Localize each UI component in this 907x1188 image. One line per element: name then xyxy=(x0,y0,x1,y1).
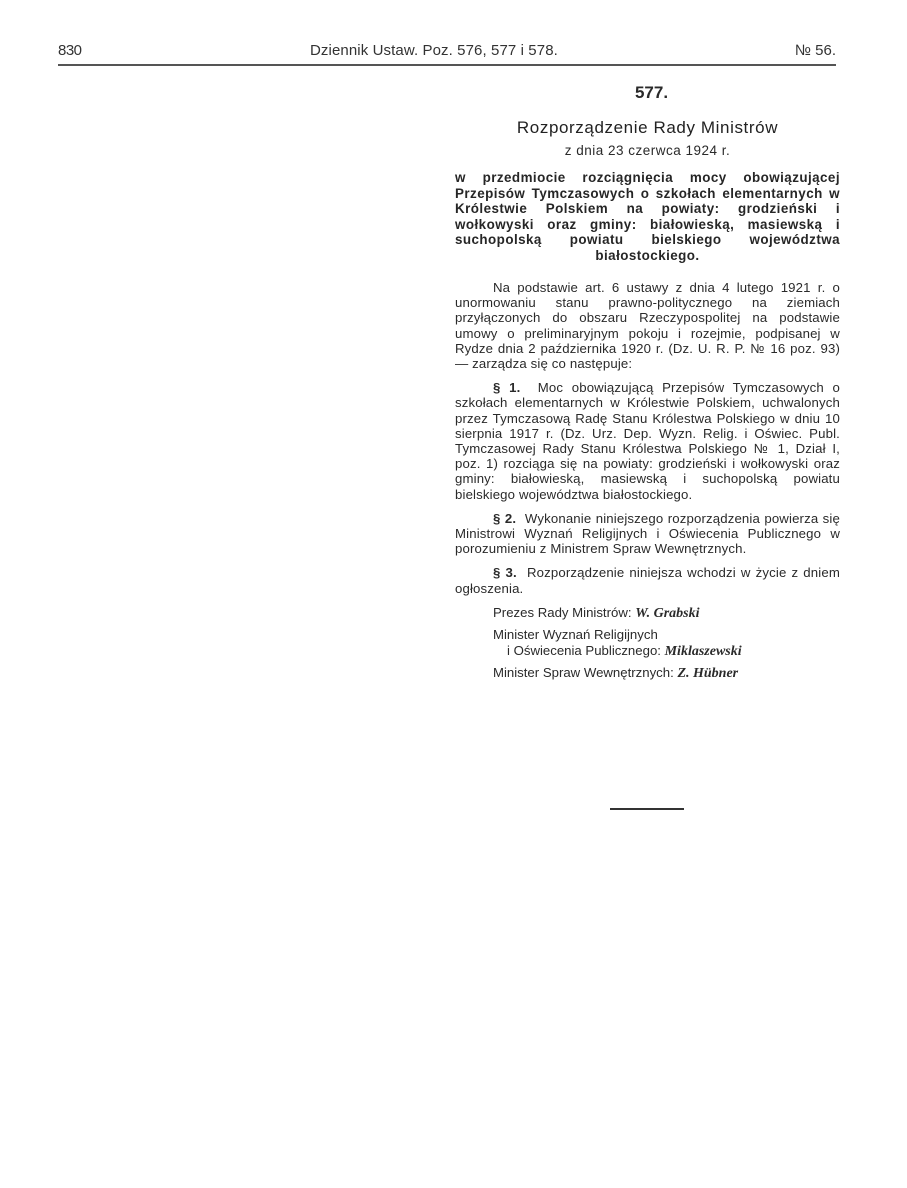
section-2 xyxy=(455,511,840,557)
header-rule xyxy=(58,64,836,66)
signature-prime-minister xyxy=(493,605,840,622)
section-text: Wykonanie niniejszego rozporządzenia powierza się Ministrowi Wyznań Religijnych i Oświecenia Publicznego w porozumieniu z Ministrem Spraw Wewnętrznych. xyxy=(455,510,840,557)
signature-name: Miklaszewski xyxy=(664,643,742,659)
signatures xyxy=(455,605,840,682)
signature-role-line2: i Oświecenia Publicznego: xyxy=(507,642,661,658)
page-number: 830 xyxy=(58,42,82,59)
section-text: Moc obowiązującą Przepisów Tymczasowych o szkołach elementarnych w Królestwie Polskiem, uchwalonych przez Tymczasową Radę Stanu Królestwa Polskiego w dniu 10 sierpnia 1917 r. (Dz. Urz. Dep. Wyzn. Relig. i Oświec. Publ. Tymczasowej Rady Stanu Królestwa Polskiego № 1, Dział I, poz. 1) rozciąga się na powiaty: grodzieński i wołkowyski oraz gminy: białowieską, masiewską i suchopolską powiatu bielskiego województwa białostockiego. xyxy=(455,380,840,502)
signature-interior-minister xyxy=(493,665,840,682)
signature-name: W. Grabski xyxy=(635,605,700,621)
act-column xyxy=(455,80,840,688)
act-title: Rozporządzenie Rady Ministrów xyxy=(516,118,779,137)
section-text: Rozporządzenie niniejsza wchodzi w życie z dniem ogłoszenia. xyxy=(455,565,840,596)
signature-role: Prezes Rady Ministrów: xyxy=(493,604,632,620)
section-mark: § 2. xyxy=(493,510,517,526)
signature-role-line1: Minister Wyznań Religijnych xyxy=(493,627,658,643)
section-3 xyxy=(455,565,840,595)
signature-education-minister xyxy=(493,627,840,659)
item-number: 577. xyxy=(634,83,669,102)
preamble: Na podstawie art. 6 ustawy z dnia 4 lutego 1921 r. o unormowaniu stanu prawno-politycznego na ziemiach przyłączonych do obszaru Rzeczypospolitej na podstawie umowy o preliminaryjnym pokoju i rozejmie, podpisanej w Rydze dnia 2 października 1920 r. (Dz. U. R. P. № 16 poz. 93) — zarządza się co następuje: xyxy=(455,280,840,372)
section-1 xyxy=(455,380,840,502)
act-date: z dnia 23 czerwca 1924 r. xyxy=(564,143,731,158)
section-mark: § 1. xyxy=(493,380,521,396)
act-subject: w przedmiocie rozciągnięcia mocy obowiązującej Przepisów Tymczasowych o szkołach elementarnych w Królestwie Polskiem na powiaty: grodzieński i wołkowyski oraz gminy: białowieską, masiewską i suchopolską powiatu bielskiego województwa białostockiego. xyxy=(455,170,840,263)
page-header xyxy=(58,40,836,66)
end-divider xyxy=(610,808,684,810)
signature-role-line2-wrap xyxy=(493,643,840,660)
issue-number: № 56. xyxy=(794,42,836,59)
signature-role: Minister Spraw Wewnętrznych: xyxy=(493,665,674,681)
journal-title: Dziennik Ustaw. Poz. 576, 577 i 578. xyxy=(310,42,558,59)
section-mark: § 3. xyxy=(493,565,517,581)
signature-name: Z. Hübner xyxy=(677,666,739,682)
